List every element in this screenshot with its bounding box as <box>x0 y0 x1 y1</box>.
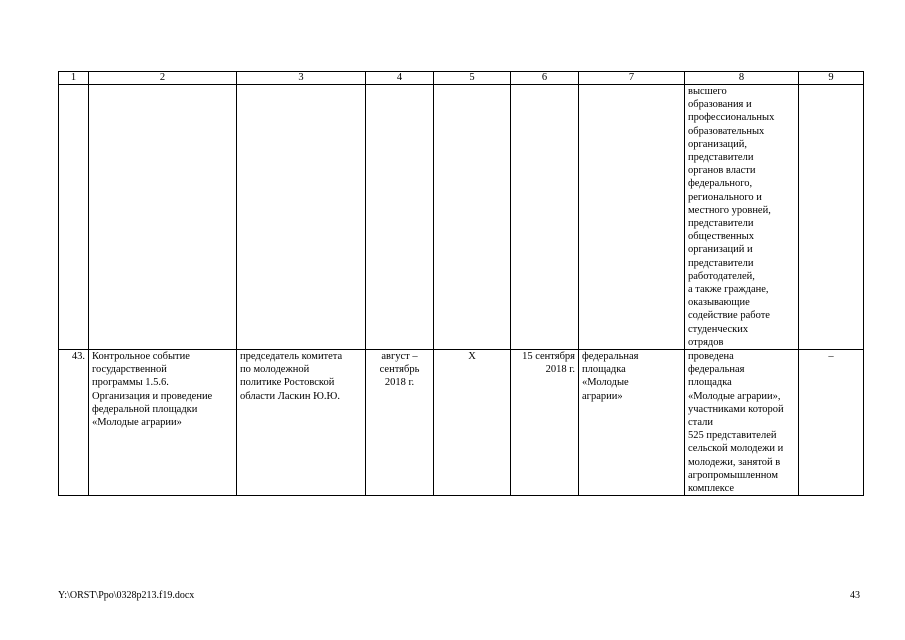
table-header-row <box>59 72 864 85</box>
footer-file-path: Y:\ORST\Ppo\0328p213.f19.docx <box>58 590 195 601</box>
header-cell-6: 6 <box>511 72 579 85</box>
continuation-row <box>59 85 864 350</box>
document-table <box>58 71 864 496</box>
continuation-cell-6 <box>511 85 579 350</box>
header-cell-3: 3 <box>237 72 366 85</box>
continuation-cell-7 <box>579 85 685 350</box>
continuation-cell-5 <box>434 85 511 350</box>
header-cell-9: 9 <box>799 72 864 85</box>
responsible-cell: председатель комитета по молодежной политике Ростовской области Ласкин Ю.Ю. <box>237 350 366 496</box>
period-cell: август – сентябрь 2018 г. <box>366 350 434 496</box>
header-cell-8: 8 <box>685 72 799 85</box>
continuation-cell-4 <box>366 85 434 350</box>
table-row-43 <box>59 350 864 496</box>
info-cell: проведена федеральная площадка «Молодые аграрии», участниками которой стали 525 представителей сельской молодежи и молодежи, занятой в агропромышленном комплексе <box>685 350 799 496</box>
result-cell: федеральная площадка «Молодые аграрии» <box>579 350 685 496</box>
header-cell-7: 7 <box>579 72 685 85</box>
date-cell: 15 сентября 2018 г. <box>511 350 579 496</box>
header-cell-1: 1 <box>59 72 89 85</box>
header-cell-5: 5 <box>434 72 511 85</box>
continuation-cell-2 <box>89 85 237 350</box>
event-name-cell: Контрольное событие государственной программы 1.5.6. Организация и проведение федеральной площадки «Молодые аграрии» <box>89 350 237 496</box>
row-number: 43. <box>59 350 89 496</box>
header-cell-4: 4 <box>366 72 434 85</box>
continuation-cell-9 <box>799 85 864 350</box>
col5-cell: Х <box>434 350 511 496</box>
page-number: 43 <box>850 590 860 601</box>
col9-cell: – <box>799 350 864 496</box>
continuation-cell-8: высшего образования и профессиональных образовательных организаций, представители органов власти федерального, регионального и местного уровней, представители общественных организаций и представители работодателей, а также граждане, оказывающие содействие работе студенческих отрядов <box>685 85 799 350</box>
header-cell-2: 2 <box>89 72 237 85</box>
continuation-cell-3 <box>237 85 366 350</box>
continuation-cell-1 <box>59 85 89 350</box>
